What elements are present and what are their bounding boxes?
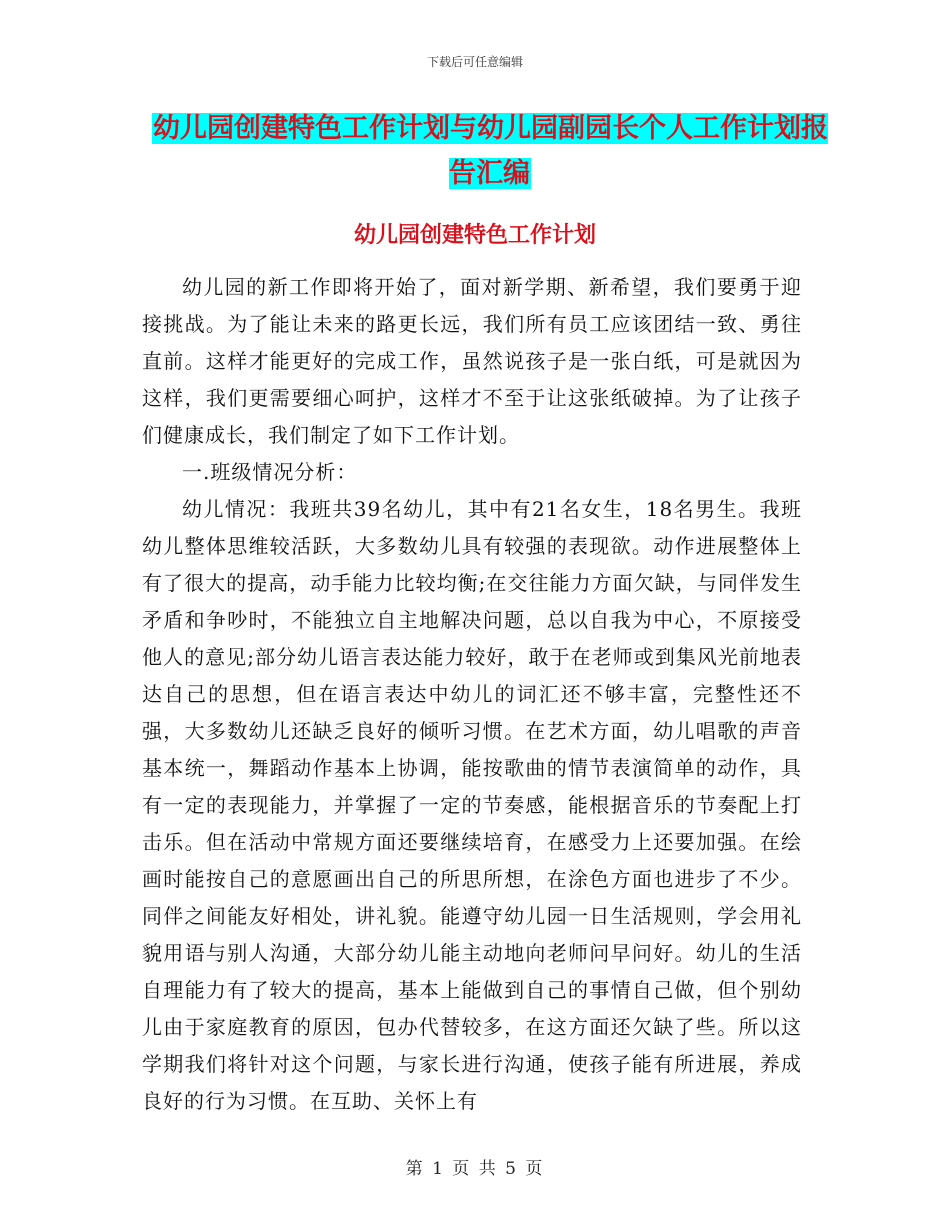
paragraph-children-situation: 幼儿情况：我班共39名幼儿，其中有21名女生，18名男生。我班幼儿整体思维较活跃，大多数幼儿具有较强的表现欲。动作进展整体上有了很大的提高，动手能力比较均衡;在交往能力方面欠缺，与同伴发生矛盾和争吵时，不能独立自主地解决问题，总以自我为中心，不原接受他人的意见;部分幼儿语言表达能力较好，敢于在老师或到集风光前地表达自己的思想，但在语言表达中幼儿的词汇还不够丰富，完整性还不强，大多数幼儿还缺乏良好的倾听习惯。在艺术方面，幼儿唱歌的声音基本统一，舞蹈动作基本上协调，能按歌曲的情节表演简单的动作，具有一定的表现能力，并掌握了一定的节奏感，能根据音乐的节奏配上打击乐。但在活动中常规方面还要继续培育，在感受力上还要加强。在绘画时能按自己的意愿画出自己的所思所想，在涂色方面也进步了不少。同伴之间能友好相处，讲礼貌。能遵守幼儿园一日生活规则，学会用礼貌用语与别人沟通，大部分幼儿能主动地向老师问早问好。幼儿的生活自理能力有了较大的提高，基本上能做到自己的事情自己做，但个别幼儿由于家庭教育的原因，包办代替较多，在这方面还欠缺了些。所以这学期我们将针对这个问题，与家长进行沟通，使孩子能有所进展，养成良好的行为习惯。在互助、关怀上有 <box>142 497 802 1113</box>
document-title <box>150 106 830 196</box>
header-note: 下载后可任意编辑 <box>426 55 523 69</box>
document-title-text: 幼儿园创建特色工作计划与幼儿园副园长个人工作计划报告汇编 <box>153 113 828 189</box>
body-text <box>142 269 802 1120</box>
section-title: 幼儿园创建特色工作计划 <box>353 223 596 248</box>
paragraph-heading-class-analysis: 一.班级情况分析： <box>182 460 358 484</box>
paragraph-intro: 幼儿园的新工作即将开始了，面对新学期、新希望，我们要勇于迎接挑战。为了能让未来的路更长远，我们所有员工应该团结一致、勇往直前。这样才能更好的完成工作，虽然说孩子是一张白纸，可是就因为这样，我们更需要细心呵护，这样才不至于让这张纸破掉。为了让孩子们健康成长，我们制定了如下工作计划。 <box>142 275 802 447</box>
page-footer: 第 1 页 共 5 页 <box>405 1159 545 1179</box>
